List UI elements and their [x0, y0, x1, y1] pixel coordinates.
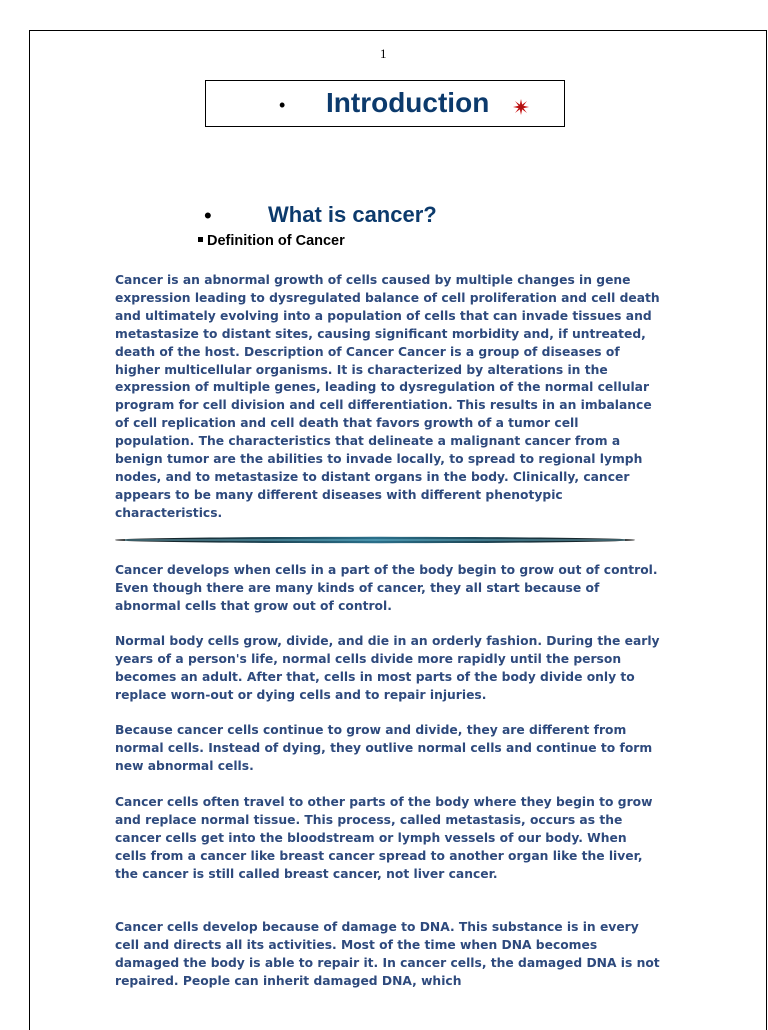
paragraph-metastasis: Cancer cells often travel to other parts of the body where they begin to grow and replace normal tissue. This process, called metastasis, occurs as the cancer cells get into the bloodstream or lymph vessels of our body. When cells from a cancer like breast cancer spread to another organ like the liver, the cancer is still called breast cancer, not liver cancer. — [115, 795, 653, 881]
title-bullet: • — [279, 95, 286, 115]
page-number: 1 — [380, 46, 387, 61]
red-star-burst-icon — [513, 99, 529, 115]
paragraph-dna: Cancer cells develop because of damage to DNA. This substance is in every cell and directs all its activities. Most of the time when DNA becomes damaged the body is able to repair it. In cancer cells, the damaged DNA is not repaired. People can inherit damaged DNA, which — [115, 920, 660, 988]
paragraph-definition: Cancer is an abnormal growth of cells caused by multiple changes in gene expression leading to dysregulated balance of cell proliferation and cell death and ultimately evolving into a population of cells that can invade tissues and metastasize to distant sites, causing significant morbidity and, if untreated, death of the host. Description of Cancer Cancer is a group of diseases of higher multicellular organisms. It is characterized by alterations in the expression of multiple genes, leading to dysregulation of the normal cellular program for cell division and cell differentiation. This results in an imbalance of cell replication and cell death that favors growth of a tumor cell population. The characteristics that delineate a malignant cancer from a benign tumor are the abilities to invade locally, to spread to regional lymph nodes, and to metastasize to distant organs in the body. Clinically, cancer appears to be many different diseases with different phenotypic characteristics. — [115, 273, 660, 520]
paragraph-normal-cells: Normal body cells grow, divide, and die in an orderly fashion. During the early years of a person's life, normal cells divide more rapidly until the person becomes an adult. After that, cells in most parts of the body divide only to replace worn-out or dying cells and to repair injuries. — [115, 634, 660, 702]
section-heading: What is cancer? — [268, 202, 437, 227]
paragraph-develops: Cancer develops when cells in a part of the body begin to grow out of control. Even though there are many kinds of cancer, they all start because of abnormal cells that grow out of control. — [115, 563, 658, 613]
subheading-text: Definition of Cancer — [207, 233, 345, 249]
paragraph-cancer-cells-grow: Because cancer cells continue to grow and divide, they are different from normal cells. Instead of dying, they outlive normal cells and continue to form new abnormal cells. — [115, 723, 653, 773]
heading-bullet: • — [204, 203, 212, 228]
page-title: Introduction — [326, 87, 490, 118]
decorative-divider-line — [115, 536, 635, 544]
square-bullet-icon — [198, 237, 203, 242]
subheading — [198, 232, 345, 250]
